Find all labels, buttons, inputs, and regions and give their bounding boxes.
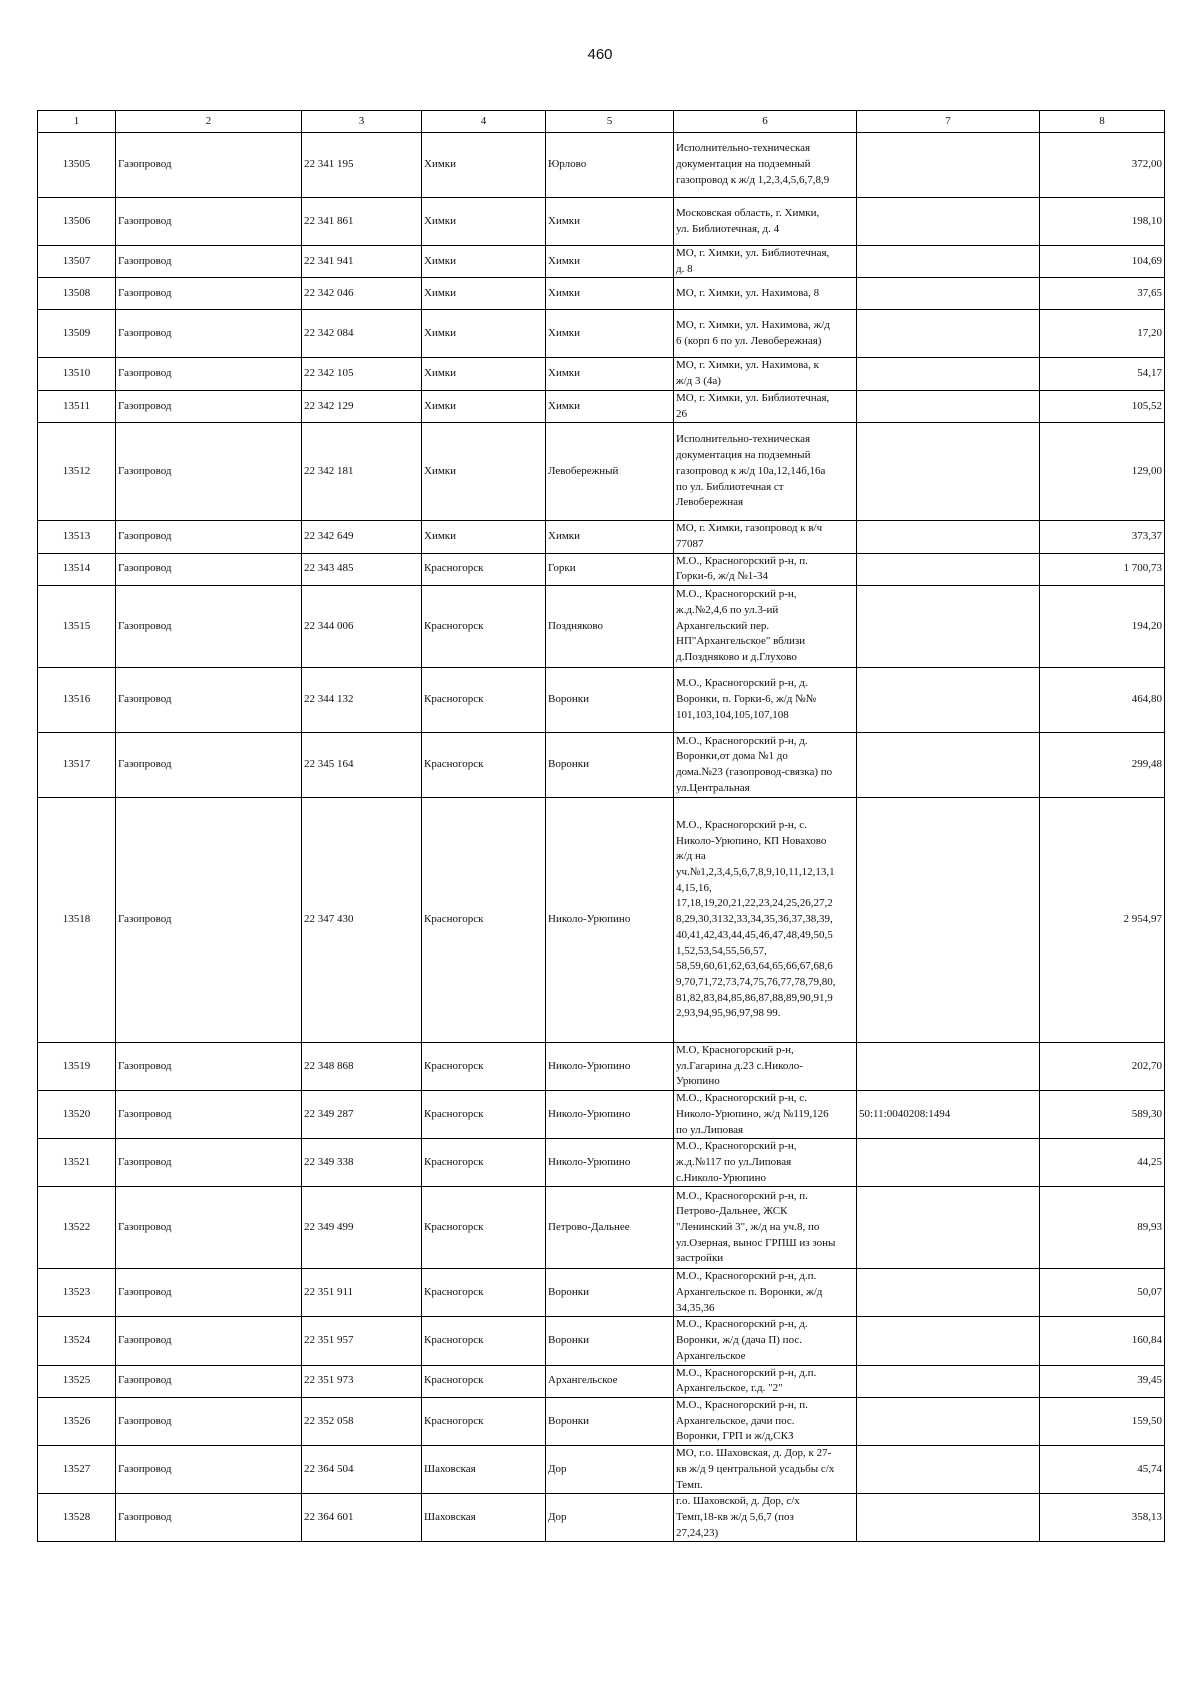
address: МО, г.о. Шаховская, д. Дор, к 27- кв ж/д 9 центральной усадьбы с/х Темп.	[674, 1446, 857, 1494]
object-type: Газопровод	[116, 1317, 302, 1365]
district: Красногорск	[422, 1139, 546, 1187]
row-number: 13514	[38, 553, 116, 585]
cadastral-number	[857, 358, 1040, 390]
object-type: Газопровод	[116, 1365, 302, 1397]
length-value: 44,25	[1040, 1139, 1165, 1187]
locality: Петрово-Дальнее	[546, 1187, 674, 1269]
cadastral-number	[857, 798, 1040, 1043]
object-type: Газопровод	[116, 1397, 302, 1445]
row-number: 13526	[38, 1397, 116, 1445]
table-row	[38, 668, 1165, 733]
locality: Химки	[546, 390, 674, 422]
object-code: 22 341 861	[302, 198, 422, 246]
length-value: 17,20	[1040, 310, 1165, 358]
registry-table	[37, 110, 1165, 1542]
object-code: 22 345 164	[302, 733, 422, 798]
locality: Дор	[546, 1494, 674, 1542]
row-number: 13518	[38, 798, 116, 1043]
object-code: 22 349 338	[302, 1139, 422, 1187]
district: Химки	[422, 246, 546, 278]
address: МО, г. Химки, ул. Нахимова, 8	[674, 278, 857, 310]
column-header: 4	[422, 111, 546, 133]
table-row	[38, 1365, 1165, 1397]
cadastral-number	[857, 1269, 1040, 1317]
length-value: 1 700,73	[1040, 553, 1165, 585]
row-number: 13519	[38, 1043, 116, 1091]
object-type: Газопровод	[116, 586, 302, 668]
cadastral-number	[857, 278, 1040, 310]
locality: Химки	[546, 278, 674, 310]
length-value: 194,20	[1040, 586, 1165, 668]
address: М.О., Красногорский р-н, д.п. Архангельское, г.д. "2"	[674, 1365, 857, 1397]
district: Красногорск	[422, 1187, 546, 1269]
row-number: 13512	[38, 423, 116, 521]
row-number: 13510	[38, 358, 116, 390]
length-value: 89,93	[1040, 1187, 1165, 1269]
object-type: Газопровод	[116, 358, 302, 390]
cadastral-number	[857, 1317, 1040, 1365]
object-type: Газопровод	[116, 198, 302, 246]
cadastral-number	[857, 1494, 1040, 1542]
object-type: Газопровод	[116, 310, 302, 358]
address: МО, г. Химки, ул. Библиотечная, 26	[674, 390, 857, 422]
row-number: 13515	[38, 586, 116, 668]
address: М.О., Красногорский р-н, д. Воронки, ж/д (дача П) пос. Архангельское	[674, 1317, 857, 1365]
length-value: 39,45	[1040, 1365, 1165, 1397]
table-row	[38, 553, 1165, 585]
column-header: 6	[674, 111, 857, 133]
length-value: 202,70	[1040, 1043, 1165, 1091]
district: Химки	[422, 521, 546, 553]
locality: Воронки	[546, 1317, 674, 1365]
object-type: Газопровод	[116, 1269, 302, 1317]
row-number: 13516	[38, 668, 116, 733]
object-type: Газопровод	[116, 1091, 302, 1139]
address: М.О, Красногорский р-н, ул.Гагарина д.23 с.Николо- Урюпино	[674, 1043, 857, 1091]
length-value: 104,69	[1040, 246, 1165, 278]
locality: Химки	[546, 198, 674, 246]
row-number: 13522	[38, 1187, 116, 1269]
table-row	[38, 1091, 1165, 1139]
length-value: 589,30	[1040, 1091, 1165, 1139]
object-code: 22 351 957	[302, 1317, 422, 1365]
cadastral-number	[857, 246, 1040, 278]
length-value: 198,10	[1040, 198, 1165, 246]
object-code: 22 351 973	[302, 1365, 422, 1397]
locality: Воронки	[546, 733, 674, 798]
address: М.О., Красногорский р-н, п. Петрово-Дальнее, ЖСК "Ленинский 3", ж/д на уч.8, по ул.Озерная, вынос ГРПШ из зоны застройки	[674, 1187, 857, 1269]
cadastral-number	[857, 1365, 1040, 1397]
object-type: Газопровод	[116, 278, 302, 310]
cadastral-number	[857, 1187, 1040, 1269]
district: Химки	[422, 423, 546, 521]
address: МО, г. Химки, ул. Библиотечная, д. 8	[674, 246, 857, 278]
table-row	[38, 1317, 1165, 1365]
object-code: 22 341 941	[302, 246, 422, 278]
locality: Архангельское	[546, 1365, 674, 1397]
length-value: 372,00	[1040, 133, 1165, 198]
row-number: 13528	[38, 1494, 116, 1542]
cadastral-number	[857, 733, 1040, 798]
locality: Химки	[546, 246, 674, 278]
locality: Левобережный	[546, 423, 674, 521]
district: Красногорск	[422, 553, 546, 585]
address: МО, г. Химки, ул. Нахимова, ж/д 6 (корп 6 по ул. Левобережная)	[674, 310, 857, 358]
page-number: 460	[587, 46, 613, 63]
cadastral-number	[857, 423, 1040, 521]
column-header: 5	[546, 111, 674, 133]
table-row	[38, 423, 1165, 521]
object-code: 22 343 485	[302, 553, 422, 585]
locality: Николо-Урюпино	[546, 1091, 674, 1139]
cadastral-number	[857, 1397, 1040, 1445]
length-value: 129,00	[1040, 423, 1165, 521]
length-value: 160,84	[1040, 1317, 1165, 1365]
row-number: 13521	[38, 1139, 116, 1187]
district: Шаховская	[422, 1446, 546, 1494]
header-row	[38, 111, 1165, 133]
row-number: 13511	[38, 390, 116, 422]
object-code: 22 342 649	[302, 521, 422, 553]
district: Красногорск	[422, 1365, 546, 1397]
length-value: 2 954,97	[1040, 798, 1165, 1043]
object-code: 22 364 601	[302, 1494, 422, 1542]
cadastral-number: 50:11:0040208:1494	[857, 1091, 1040, 1139]
locality: Химки	[546, 358, 674, 390]
address: М.О., Красногорский р-н, п. Горки-6, ж/д №1-34	[674, 553, 857, 585]
locality: Химки	[546, 521, 674, 553]
row-number: 13517	[38, 733, 116, 798]
length-value: 358,13	[1040, 1494, 1165, 1542]
district: Красногорск	[422, 1397, 546, 1445]
length-value: 37,65	[1040, 278, 1165, 310]
length-value: 54,17	[1040, 358, 1165, 390]
district: Красногорск	[422, 1091, 546, 1139]
locality: Химки	[546, 310, 674, 358]
length-value: 373,37	[1040, 521, 1165, 553]
table-row	[38, 198, 1165, 246]
address: Московская область, г. Химки, ул. Библиотечная, д. 4	[674, 198, 857, 246]
row-number: 13513	[38, 521, 116, 553]
object-code: 22 342 181	[302, 423, 422, 521]
district: Химки	[422, 390, 546, 422]
row-number: 13506	[38, 198, 116, 246]
address: М.О., Красногорский р-н, ж.д.№117 по ул.Липовая с.Николо-Урюпино	[674, 1139, 857, 1187]
table-row	[38, 133, 1165, 198]
row-number: 13527	[38, 1446, 116, 1494]
object-type: Газопровод	[116, 553, 302, 585]
address: г.о. Шаховской, д. Дор, с/х Темп,18-кв ж/д 5,6,7 (поз 27,24,23)	[674, 1494, 857, 1542]
column-header: 7	[857, 111, 1040, 133]
cadastral-number	[857, 1139, 1040, 1187]
object-type: Газопровод	[116, 1494, 302, 1542]
table-row	[38, 733, 1165, 798]
table-row	[38, 310, 1165, 358]
object-type: Газопровод	[116, 521, 302, 553]
cadastral-number	[857, 668, 1040, 733]
district: Красногорск	[422, 1317, 546, 1365]
locality: Николо-Урюпино	[546, 798, 674, 1043]
address: МО, г. Химки, ул. Нахимова, к ж/д 3 (4а)	[674, 358, 857, 390]
cadastral-number	[857, 553, 1040, 585]
row-number: 13505	[38, 133, 116, 198]
table-row	[38, 586, 1165, 668]
table-row	[38, 521, 1165, 553]
column-header: 1	[38, 111, 116, 133]
object-code: 22 344 006	[302, 586, 422, 668]
address: Исполнительно-техническая документация на подземный газопровод к ж/д 1,2,3,4,5,6,7,8,9	[674, 133, 857, 198]
table-row	[38, 1494, 1165, 1542]
length-value: 50,07	[1040, 1269, 1165, 1317]
row-number: 13523	[38, 1269, 116, 1317]
object-code: 22 347 430	[302, 798, 422, 1043]
district: Красногорск	[422, 733, 546, 798]
district: Красногорск	[422, 1269, 546, 1317]
locality: Юрлово	[546, 133, 674, 198]
locality: Воронки	[546, 1397, 674, 1445]
locality: Николо-Урюпино	[546, 1043, 674, 1091]
table-row	[38, 358, 1165, 390]
object-code: 22 342 046	[302, 278, 422, 310]
address: М.О., Красногорский р-н, ж.д.№2,4,6 по ул.3-ий Архангельский пер. НП"Архангельское" вблизи д.Поздняково и д.Глухово	[674, 586, 857, 668]
object-type: Газопровод	[116, 1139, 302, 1187]
cadastral-number	[857, 1043, 1040, 1091]
object-code: 22 351 911	[302, 1269, 422, 1317]
length-value: 299,48	[1040, 733, 1165, 798]
cadastral-number	[857, 390, 1040, 422]
length-value: 159,50	[1040, 1397, 1165, 1445]
object-type: Газопровод	[116, 246, 302, 278]
object-code: 22 364 504	[302, 1446, 422, 1494]
address: М.О., Красногорский р-н, д.п. Архангельское п. Воронки, ж/д 34,35,36	[674, 1269, 857, 1317]
object-code: 22 349 499	[302, 1187, 422, 1269]
row-number: 13524	[38, 1317, 116, 1365]
address: МО, г. Химки, газопровод к в/ч 77087	[674, 521, 857, 553]
cadastral-number	[857, 133, 1040, 198]
object-type: Газопровод	[116, 1187, 302, 1269]
table-row	[38, 1187, 1165, 1269]
object-type: Газопровод	[116, 133, 302, 198]
address: М.О., Красногорский р-н, с. Николо-Урюпино, ж/д №119,126 по ул.Липовая	[674, 1091, 857, 1139]
object-code: 22 341 195	[302, 133, 422, 198]
object-type: Газопровод	[116, 733, 302, 798]
table-row	[38, 1397, 1165, 1445]
table-row	[38, 1269, 1165, 1317]
cadastral-number	[857, 198, 1040, 246]
table-row	[38, 1446, 1165, 1494]
length-value: 105,52	[1040, 390, 1165, 422]
address: М.О., Красногорский р-н, д. Воронки, п. Горки-6, ж/д №№ 101,103,104,105,107,108	[674, 668, 857, 733]
table-row	[38, 1139, 1165, 1187]
object-code: 22 342 105	[302, 358, 422, 390]
object-type: Газопровод	[116, 1043, 302, 1091]
object-code: 22 342 129	[302, 390, 422, 422]
district: Химки	[422, 310, 546, 358]
address: М.О., Красногорский р-н, с. Николо-Урюпино, КП Новахово ж/д на уч.№1,2,3,4,5,6,7,8,9,10,11,12,13,1 4,15,16, 17,18,19,20,21,22,23,24,25,26,27,2 8,29,30,3132,33,34,35,36,37,38,39, 40,41,42,43,44,45,46,47,48,49,50,5 1,52,53,54,55,56,57, 58,59,60,61,62,63,64,65,66,67,68,6 9,70,71,72,73,74,75,76,77,78,79,80, 81,82,83,84,85,86,87,88,89,90,91,9 2,93,94,95,96,97,98 99.	[674, 798, 857, 1043]
address: М.О., Красногорский р-н, д. Воронки,от дома №1 до дома.№23 (газопровод-связка) по ул.Центральная	[674, 733, 857, 798]
cadastral-number	[857, 521, 1040, 553]
locality: Воронки	[546, 1269, 674, 1317]
table-row	[38, 390, 1165, 422]
object-code: 22 348 868	[302, 1043, 422, 1091]
row-number: 13507	[38, 246, 116, 278]
row-number: 13520	[38, 1091, 116, 1139]
table-body	[38, 133, 1165, 1542]
row-number: 13509	[38, 310, 116, 358]
column-header: 8	[1040, 111, 1165, 133]
object-code: 22 352 058	[302, 1397, 422, 1445]
district: Химки	[422, 198, 546, 246]
object-type: Газопровод	[116, 798, 302, 1043]
cadastral-number	[857, 310, 1040, 358]
locality: Поздняково	[546, 586, 674, 668]
table-row	[38, 246, 1165, 278]
row-number: 13525	[38, 1365, 116, 1397]
row-number: 13508	[38, 278, 116, 310]
length-value: 464,80	[1040, 668, 1165, 733]
object-type: Газопровод	[116, 1446, 302, 1494]
object-code: 22 349 287	[302, 1091, 422, 1139]
locality: Дор	[546, 1446, 674, 1494]
table-row	[38, 798, 1165, 1043]
cadastral-number	[857, 586, 1040, 668]
district: Химки	[422, 133, 546, 198]
district: Красногорск	[422, 668, 546, 733]
district: Красногорск	[422, 798, 546, 1043]
district: Красногорск	[422, 586, 546, 668]
object-type: Газопровод	[116, 390, 302, 422]
cadastral-number	[857, 1446, 1040, 1494]
table-row	[38, 278, 1165, 310]
object-type: Газопровод	[116, 423, 302, 521]
column-header: 3	[302, 111, 422, 133]
locality: Горки	[546, 553, 674, 585]
length-value: 45,74	[1040, 1446, 1165, 1494]
object-code: 22 344 132	[302, 668, 422, 733]
address: Исполнительно-техническая документация на подземный газопровод к ж/д 10а,12,14б,16а по ул. Библиотечная ст Левобережная	[674, 423, 857, 521]
district: Химки	[422, 358, 546, 390]
table-row	[38, 1043, 1165, 1091]
locality: Николо-Урюпино	[546, 1139, 674, 1187]
district: Химки	[422, 278, 546, 310]
locality: Воронки	[546, 668, 674, 733]
district: Красногорск	[422, 1043, 546, 1091]
district: Шаховская	[422, 1494, 546, 1542]
object-code: 22 342 084	[302, 310, 422, 358]
column-header: 2	[116, 111, 302, 133]
address: М.О., Красногорский р-н, п. Архангельское, дачи пос. Воронки, ГРП и ж/д,СКЗ	[674, 1397, 857, 1445]
object-type: Газопровод	[116, 668, 302, 733]
